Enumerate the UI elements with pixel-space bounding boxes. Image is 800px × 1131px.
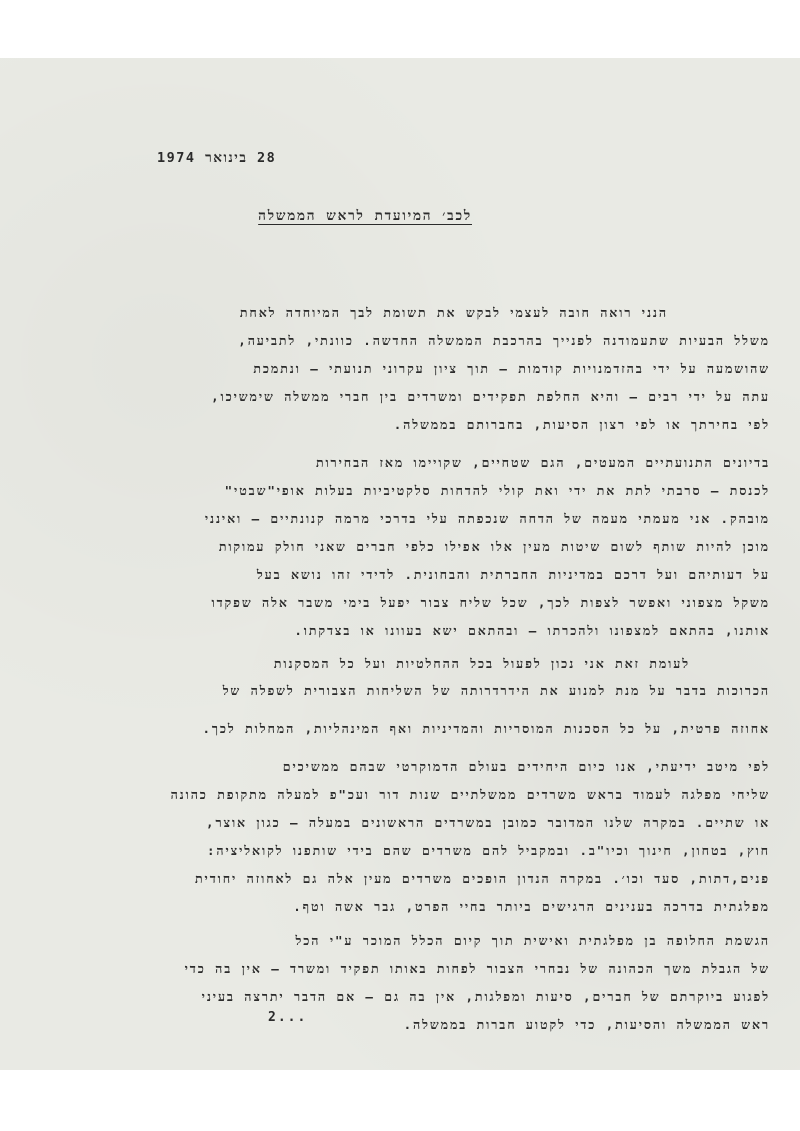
paragraph-2-line-4: מוכן להיות שותף לשום שיטות מעין אלו אפילו כלפי חברים שאני חולק עמוקות <box>218 539 770 554</box>
paragraph-2-line-3: מובהק. אני מעמתי מעמה של הדחה שנכפתה עלי בדרכי מרמה קנונתיים – ואינני <box>204 511 770 526</box>
paragraph-1-line-3: שהושמעה על ידי בהזדמנויות קודמות – תוך ציון עקרוני תנועתי – ונתמכת <box>253 361 770 376</box>
paragraph-1-line-1: הנני רואה חובה לעצמי לבקש את תשומת לבך המיוחדה לאחת <box>239 305 668 320</box>
letter-page <box>0 58 800 1070</box>
paragraph-2-line-6: משקל מצפוני ואפשר לצפות לכך, שכל שליח צבור יפעל בימי משבר אלה שפקדו <box>211 595 770 610</box>
paragraph-1-line-5: לפי בחירתך או לפי רצון הסיעות, בחברותם בממשלה. <box>393 417 770 432</box>
paragraph-3-line-2: הכרוכות בדבר על מנת למנוע את הידרדרותה של השליחות הצבורית לשפלה של <box>222 683 770 698</box>
paragraph-1-line-4: עתה על ידי רבים – והיא החלפת תפקידים ומשרדים בין חברי ממשלה שימשיכו, <box>211 389 770 404</box>
paragraph-4-line-2: שליחי מפלגה לעמוד בראש משרדים ממשלתיים שנות דור ועכ"פ למעלה מתקופת כהונה <box>170 787 770 802</box>
paragraph-4-line-6: מפלגתית בדרכה בענינים הרגישים ביותר בחיי הפרט, גבר אשה וטף. <box>293 899 770 914</box>
paragraph-2-line-5: על דעותיהם ועל דרכם במדיניות החברתית והבחונית. לדידי זהו נושא בעל <box>256 567 770 582</box>
paragraph-2-line-2: לכנסת – סרבתי לתת את ידי ואת קולי להדחות סלקטיביות בעלות אופי"שבטי" <box>224 483 770 498</box>
paragraph-5-line-2: של הגבלת משך הכהונה של נבחרי הצבור לפחות באותו תפקיד ומשרד – אין בה כדי <box>184 961 770 976</box>
paragraph-1-line-2: משלל הבעיות שתעמודנה לפנייך בהרכבת הממשלה החדשה. כוונתי, לתביעה, <box>238 333 770 348</box>
paragraph-5-line-4: ראש הממשלה והסיעות, כדי לקטוע חברות בממשלה. <box>403 1017 770 1032</box>
paragraph-4-line-3: או שתיים. במקרה שלנו המדובר כמובן במשרדים הראשונים במעלה – כגון אוצר, <box>206 815 770 830</box>
letter-date: 28 בינואר 1974 <box>157 150 277 166</box>
paragraph-4-line-4: חוץ, בטחון, חינוך וכיו"ב. ובמקביל להם משרדים שהם בידי שותפנו לקואליציה: <box>206 843 770 858</box>
paragraph-3-line-1: לעומת זאת אני נכון לפעול בכל ההחלטיות ועל כל המסקנות <box>273 656 690 671</box>
paragraph-2-line-1: בדיונים התנועתיים המעטים, הגם שטחיים, שקויימו מאז הבחירות <box>315 455 770 470</box>
paragraph-4-line-1: לפי מיטב ידיעתי, אנו כיום היחידים בעולם הדמוקרטי שבהם ממשיכים <box>282 759 770 774</box>
paragraph-4-line-5: פנים,דתות, סעד וכו׳. במקרה הנדון הופכים משרדים מעין אלה גם לאחוזה יחודית <box>195 871 770 886</box>
letter-addressee: לכב׳ המיועדת לראש הממשלה <box>258 208 472 224</box>
paragraph-2-line-7: אותנו, בהתאם למצפונו ולהכרתו – ובהתאם ישא בעוונו או בצדקתו. <box>294 623 770 638</box>
paragraph-5-line-3: לפגוע ביוקרתם של חברים, סיעות ומפלגות, אין בה גם – אם הדבר יתרצה בעיני <box>201 989 770 1004</box>
page-number: 2... <box>268 1010 308 1025</box>
paragraph-5-line-1: הגשמת החלופה בן מפלגתית ואישית תוך קיום הכלל המוכר ע"י הכל <box>295 933 770 948</box>
paragraph-3-line-3: אחוזה פרטית, על כל הסכנות המוסריות והמדיניות ואף המינהליות, המחלות לכך. <box>202 721 770 736</box>
